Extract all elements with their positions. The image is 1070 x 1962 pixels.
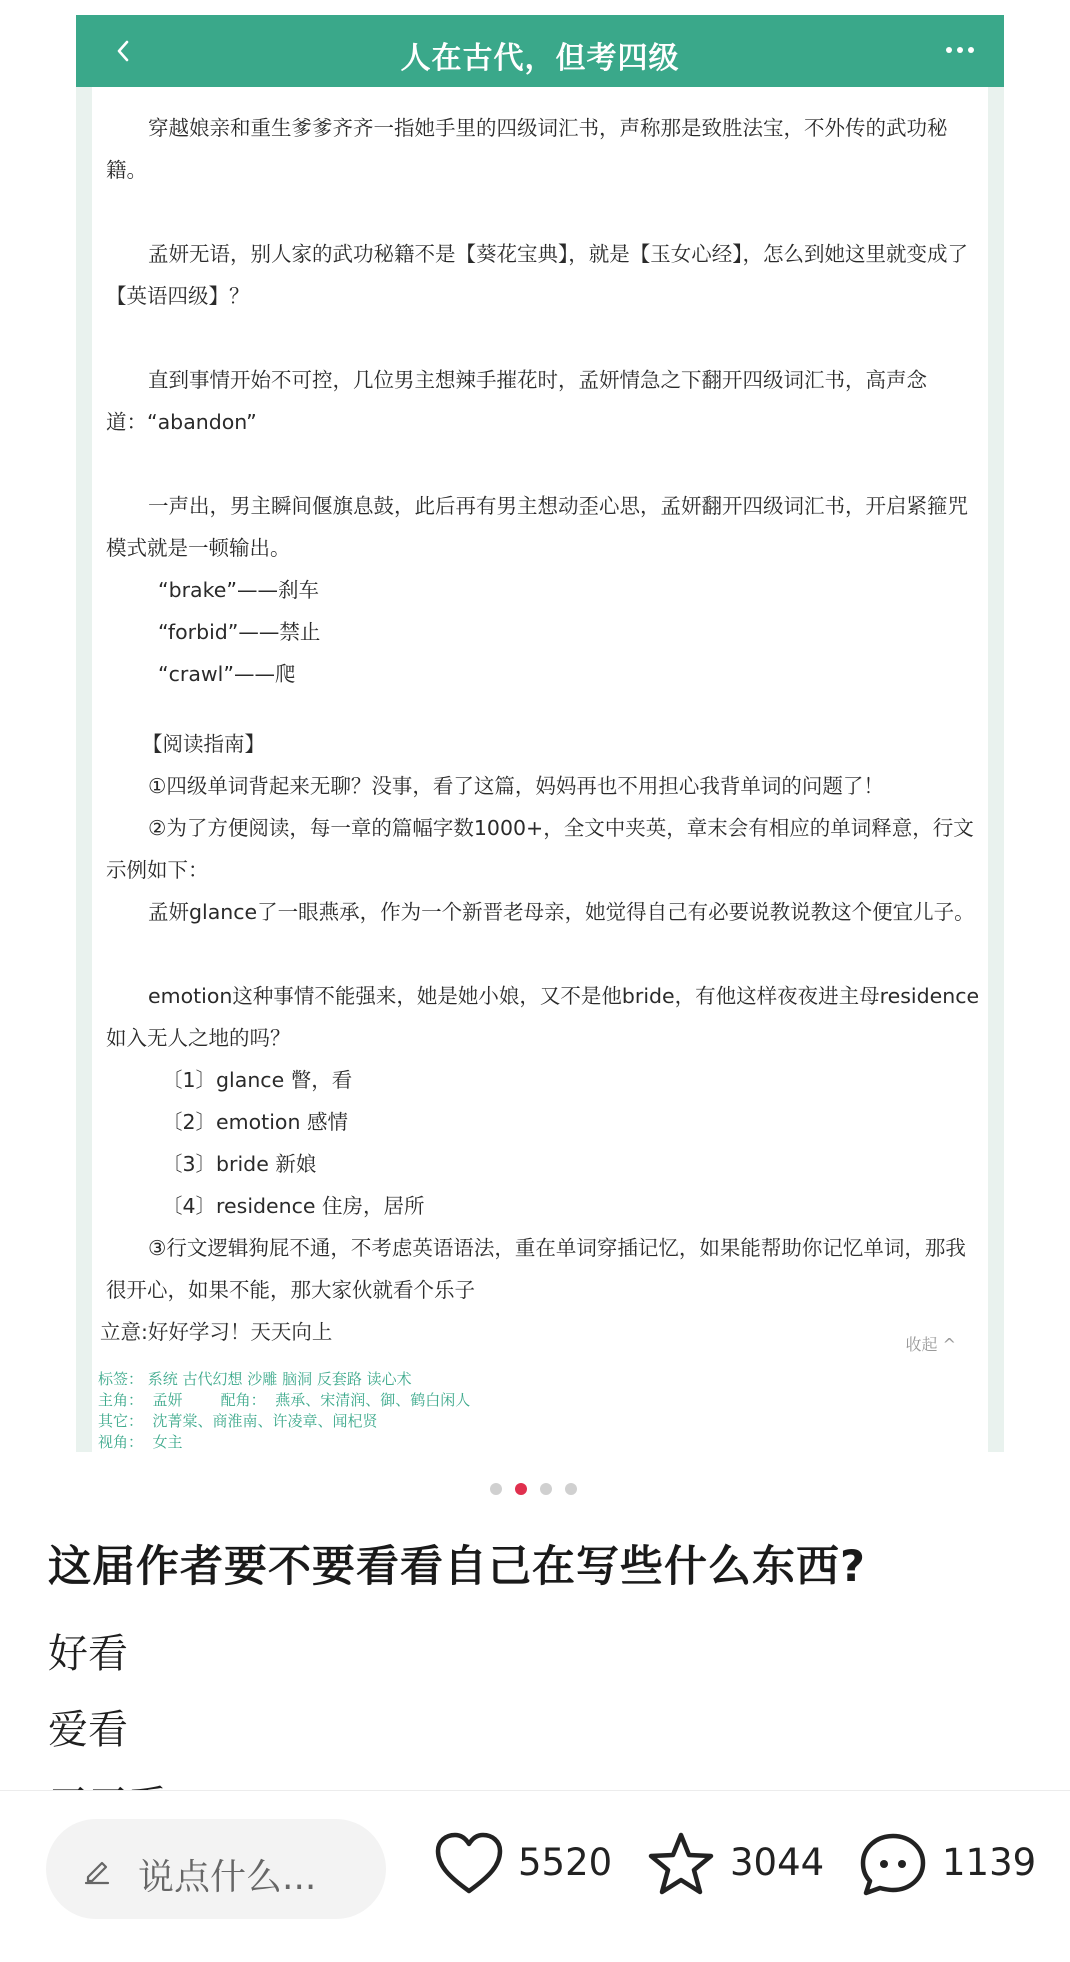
guide-item-3: ③行文逻辑狗屁不通，不考虑英语语法，重在单词穿插记忆，如果能帮助你记忆单词，那我很开心，如果不能，那大家伙就看个乐子	[106, 1236, 966, 1302]
pager-dot[interactable]	[565, 1483, 577, 1495]
intro-paragraph-1: 穿越娘亲和重生爹爹齐齐一指她手里的四级词汇书，声称那是致胜法宝，不外传的武功秘籍。	[106, 116, 948, 182]
intro-paragraph-3: 直到事情开始不可控，几位男主想辣手摧花时，孟妍情急之下翻开四级词汇书，高声念道：“abandon”	[106, 368, 927, 434]
motto: 立意:好好学习！天天向上	[100, 1320, 333, 1344]
favorite-button[interactable]	[646, 1831, 826, 1901]
comment-input[interactable]	[46, 1819, 386, 1919]
comment-placeholder: 说点什么...	[138, 1857, 317, 1898]
more-icon[interactable]	[946, 37, 976, 61]
other-characters-line: 其它： 沈菁棠、商淮南、许凌章、闻杞贤	[98, 1412, 378, 1430]
comment-count: 1139	[942, 1841, 1037, 1884]
image-pager[interactable]	[490, 1480, 590, 1492]
tags-line: 标签： 系统 古代幻想 沙雕 脑洞 反套路 读心术	[98, 1370, 412, 1388]
word-example-1: “brake”——刹车	[158, 578, 319, 602]
post-line-1: 好看	[48, 1631, 128, 1677]
like-button[interactable]	[434, 1831, 614, 1901]
intro-paragraph-4: 一声出，男主瞬间偃旗息鼓，此后再有男主想动歪心思，孟妍翻开四级词汇书，开启紧箍咒模式就是一顿输出。	[106, 494, 968, 560]
example-paragraph-2: emotion这种事情不能强来，她是她小娘，又不是他bride，有他这样夜夜进主母residence如入无人之地的吗？	[106, 984, 980, 1050]
star-icon	[646, 1831, 716, 1897]
guide-item-2: ②为了方便阅读，每一章的篇幅字数1000+，全文中夹英，章末会有相应的单词释意，行文示例如下：	[106, 816, 974, 882]
vocab-item-2: 〔2〕emotion 感情	[162, 1110, 348, 1134]
example-paragraph-1: 孟妍glance了一眼燕承，作为一个新晋老母亲，她觉得自己有必要说教说教这个便宜儿子。	[148, 900, 975, 924]
word-example-2: “forbid”——禁止	[158, 620, 321, 644]
book-title: 人在古代，但考四级	[400, 41, 680, 76]
collapse-button[interactable]: 收起 ^	[905, 1335, 956, 1354]
favorite-count: 3044	[730, 1841, 825, 1884]
vocab-item-3: 〔3〕bride 新娘	[162, 1152, 317, 1176]
pager-dot[interactable]	[540, 1483, 552, 1495]
main-characters-line: 主角： 孟妍 配角： 燕承、宋清润、御、鹤白闲人	[98, 1391, 471, 1409]
post-title: 这届作者要不要看看自己在写些什么东西?	[48, 1542, 866, 1592]
pager-dot-active[interactable]	[515, 1483, 527, 1495]
heart-icon	[434, 1831, 504, 1897]
book-header	[76, 15, 1004, 87]
pov-line: 视角： 女主	[98, 1433, 183, 1451]
like-count: 5520	[518, 1841, 613, 1884]
comment-icon	[858, 1831, 928, 1897]
guide-heading: 【阅读指南】	[142, 732, 265, 756]
post-line-2: 爱看	[48, 1707, 128, 1753]
embedded-screenshot	[76, 15, 1004, 1452]
pager-dot[interactable]	[490, 1483, 502, 1495]
vocab-item-1: 〔1〕glance 瞥，看	[162, 1068, 353, 1092]
comment-button[interactable]	[858, 1831, 1038, 1901]
book-intro	[76, 87, 1004, 1452]
word-example-3: “crawl”——爬	[158, 662, 296, 686]
intro-paragraph-2: 孟妍无语，别人家的武功秘籍不是【葵花宝典】，就是【玉女心经】，怎么到她这里就变成了【英语四级】？	[106, 242, 968, 308]
book-tags	[98, 1369, 470, 1452]
pen-icon	[82, 1855, 112, 1885]
vocab-item-4: 〔4〕residence 住房，居所	[162, 1194, 425, 1218]
bottom-action-bar	[0, 1790, 1070, 1962]
guide-item-1: ①四级单词背起来无聊？没事，看了这篇，妈妈再也不用担心我背单词的问题了！	[148, 774, 884, 798]
